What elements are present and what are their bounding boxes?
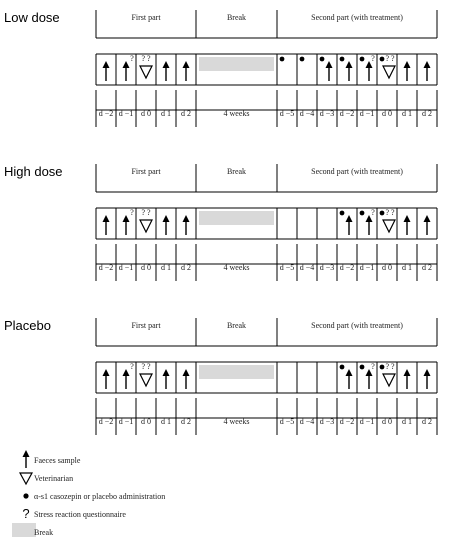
faeces-arrow: [103, 61, 110, 81]
day-label: d −1: [359, 109, 375, 118]
triangle-down-icon: [20, 473, 32, 484]
day-label: d 1: [402, 417, 412, 426]
day-label: d 2: [181, 109, 191, 118]
faeces-arrow: [183, 61, 190, 81]
day-label: d −4: [299, 263, 315, 272]
event-cell: [103, 369, 110, 389]
faeces-arrow: [123, 369, 130, 389]
event-cell: [424, 369, 431, 389]
day-label: d −3: [319, 109, 335, 118]
panel-high-dose: [4, 164, 437, 281]
legend-label: Break: [34, 528, 54, 537]
event-cell: [183, 215, 190, 235]
day-label: d −2: [339, 263, 355, 272]
day-label: d 2: [422, 417, 432, 426]
faeces-arrow: [366, 61, 373, 81]
day-label: d 1: [402, 109, 412, 118]
break-box: [199, 211, 274, 225]
event-cell: [140, 362, 152, 386]
day-label: d 1: [161, 109, 171, 118]
break-box: [199, 365, 274, 379]
phase-header: First part: [131, 167, 161, 176]
day-label: 4 weeks: [223, 417, 250, 426]
administration-dot: [340, 57, 345, 62]
day-label: d −4: [299, 417, 315, 426]
faeces-arrow: [163, 61, 170, 81]
event-cell: [163, 61, 170, 81]
veterinarian-triangle: [383, 220, 395, 232]
day-label: d 1: [161, 417, 171, 426]
faeces-arrow: [424, 369, 431, 389]
question-icon: ? ?: [385, 362, 395, 371]
question-icon: ? ?: [385, 54, 395, 63]
event-cell: [123, 208, 135, 235]
event-cell: [199, 211, 274, 225]
day-label: d −5: [279, 417, 295, 426]
phase-header: First part: [131, 321, 161, 330]
event-cell: [380, 208, 395, 232]
legend: [12, 450, 165, 537]
event-cell: [340, 365, 353, 389]
event-cell: [123, 54, 135, 81]
day-label: d 2: [181, 417, 191, 426]
faeces-arrow: [163, 369, 170, 389]
event-cell: [199, 365, 274, 379]
event-cell: [103, 61, 110, 81]
group-title: High dose: [4, 164, 63, 179]
day-label: d −1: [118, 109, 134, 118]
faeces-arrow: [183, 369, 190, 389]
question-icon: ?: [371, 54, 375, 63]
legend-label: Faeces sample: [34, 456, 81, 465]
day-label: d −1: [118, 417, 134, 426]
day-label: d −2: [98, 263, 114, 272]
day-label: d 0: [141, 109, 151, 118]
day-label: d −5: [279, 263, 295, 272]
arrow-up-icon: [23, 450, 30, 468]
day-label: d 0: [141, 417, 151, 426]
event-cell: [163, 369, 170, 389]
day-label: d −1: [118, 263, 134, 272]
legend-label: α-s1 casozepin or placebo administration: [34, 492, 166, 501]
veterinarian-triangle: [140, 220, 152, 232]
day-label: d −3: [319, 263, 335, 272]
faeces-arrow: [404, 61, 411, 81]
event-cell: [380, 362, 395, 386]
event-cell: [424, 215, 431, 235]
phase-header: Break: [226, 167, 247, 176]
day-label: d −2: [339, 109, 355, 118]
day-label: d 0: [382, 417, 392, 426]
administration-dot: [300, 57, 305, 62]
faeces-arrow: [346, 369, 353, 389]
faeces-arrow: [163, 215, 170, 235]
faeces-arrow: [346, 215, 353, 235]
faeces-arrow: [366, 369, 373, 389]
faeces-arrow: [424, 61, 431, 81]
phase-header: Second part (with treatment): [311, 13, 403, 22]
question-icon: ? ?: [141, 208, 151, 217]
legend-label: Veterinarian: [34, 474, 74, 483]
administration-dot: [340, 211, 345, 216]
event-cell: [280, 57, 285, 62]
faeces-arrow: [123, 61, 130, 81]
administration-dot: [380, 57, 385, 62]
event-cell: [183, 369, 190, 389]
day-label: d 2: [422, 263, 432, 272]
day-label: d 0: [141, 263, 151, 272]
day-label: d 1: [402, 263, 412, 272]
event-cell: [360, 362, 376, 389]
faeces-arrow: [346, 61, 353, 81]
group-title: Placebo: [4, 318, 51, 333]
event-cell: [404, 369, 411, 389]
day-label: d −4: [299, 109, 315, 118]
panel-low-dose: [4, 10, 437, 127]
question-icon: ?: [371, 362, 375, 371]
question-icon: [22, 506, 29, 521]
question-icon: ? ?: [385, 208, 395, 217]
event-cell: [404, 61, 411, 81]
panel-placebo: [4, 318, 437, 435]
faeces-arrow: [404, 369, 411, 389]
question-icon: ?: [371, 208, 375, 217]
day-label: d −1: [359, 263, 375, 272]
administration-dot: [360, 365, 365, 370]
day-label: d 1: [161, 263, 171, 272]
administration-dot: [340, 365, 345, 370]
administration-dot: [380, 211, 385, 216]
veterinarian-triangle: [140, 374, 152, 386]
veterinarian-triangle: [383, 66, 395, 78]
day-label: d 0: [382, 109, 392, 118]
day-label: d 2: [422, 109, 432, 118]
event-cell: [300, 57, 305, 62]
administration-dot: [360, 211, 365, 216]
day-label: d −5: [279, 109, 295, 118]
day-label: d 0: [382, 263, 392, 272]
faeces-arrow: [183, 215, 190, 235]
day-label: d −2: [98, 417, 114, 426]
phase-header: Break: [226, 321, 247, 330]
event-cell: [163, 215, 170, 235]
faeces-arrow: [366, 215, 373, 235]
day-label: 4 weeks: [223, 109, 250, 118]
administration-dot: [380, 365, 385, 370]
faeces-arrow: [326, 61, 333, 81]
event-cell: [340, 211, 353, 235]
administration-dot: [280, 57, 285, 62]
svg-text:?: ?: [22, 506, 30, 521]
phase-header: Second part (with treatment): [311, 167, 403, 176]
event-cell: [199, 57, 274, 71]
event-cell: [360, 54, 376, 81]
phase-header: Break: [226, 13, 247, 22]
dot-icon: [23, 493, 28, 498]
day-label: d −1: [359, 417, 375, 426]
event-cell: [140, 54, 152, 78]
gray-box-icon: [12, 523, 36, 537]
event-cell: [320, 57, 333, 81]
event-cell: [424, 61, 431, 81]
day-label: d −3: [319, 417, 335, 426]
question-icon: ?: [130, 54, 134, 63]
break-box: [199, 57, 274, 71]
phase-header: Second part (with treatment): [311, 321, 403, 330]
day-label: d 2: [181, 263, 191, 272]
administration-dot: [360, 57, 365, 62]
event-cell: [123, 362, 135, 389]
event-cell: [340, 57, 353, 81]
question-icon: ?: [130, 362, 134, 371]
event-cell: [404, 215, 411, 235]
veterinarian-triangle: [140, 66, 152, 78]
administration-dot: [320, 57, 325, 62]
day-label: 4 weeks: [223, 263, 250, 272]
question-icon: ? ?: [141, 54, 151, 63]
event-cell: [360, 208, 376, 235]
faeces-arrow: [424, 215, 431, 235]
event-cell: [140, 208, 152, 232]
phase-header: First part: [131, 13, 161, 22]
legend-label: Stress reaction questionnaire: [34, 510, 126, 519]
faeces-arrow: [103, 369, 110, 389]
event-cell: [380, 54, 395, 78]
group-title: Low dose: [4, 10, 60, 25]
event-cell: [103, 215, 110, 235]
day-label: d −2: [98, 109, 114, 118]
event-cell: [183, 61, 190, 81]
day-label: d −2: [339, 417, 355, 426]
question-icon: ?: [130, 208, 134, 217]
question-icon: ? ?: [141, 362, 151, 371]
veterinarian-triangle: [383, 374, 395, 386]
faeces-arrow: [123, 215, 130, 235]
faeces-arrow: [103, 215, 110, 235]
faeces-arrow: [404, 215, 411, 235]
